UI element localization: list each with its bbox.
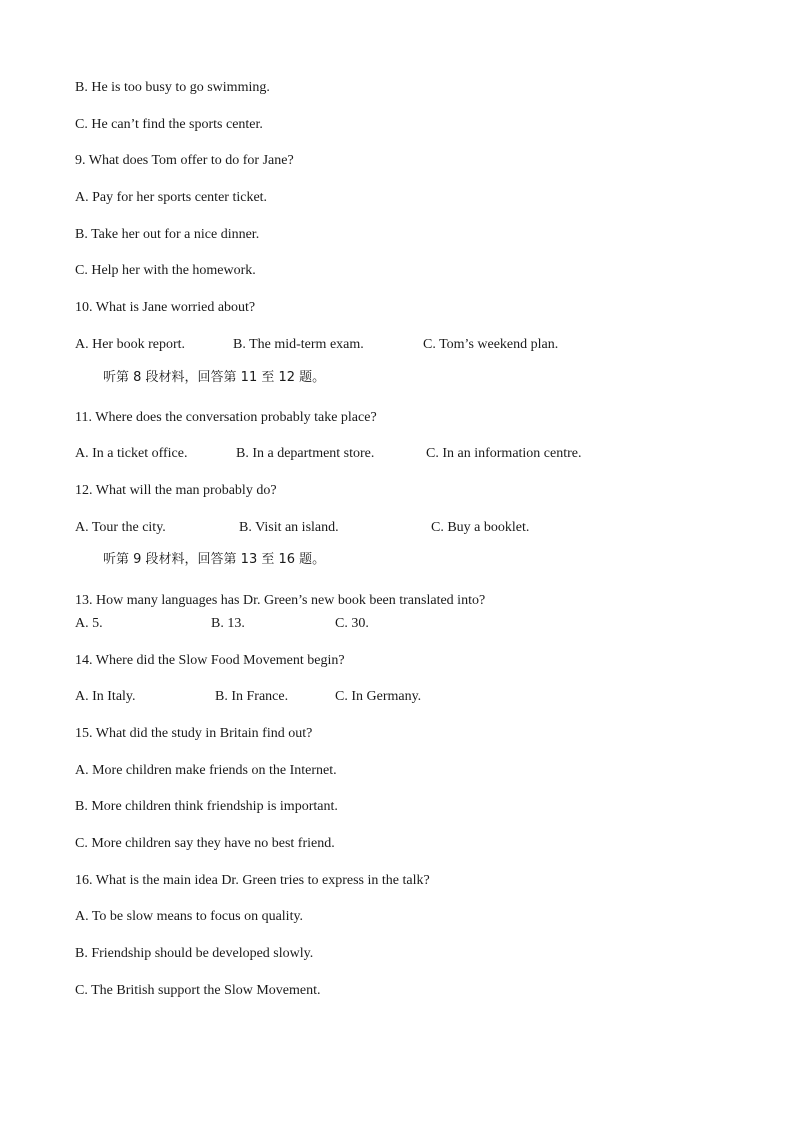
option-12c: C. Buy a booklet. [431,520,530,535]
option-10a: A. Her book report. [75,337,186,352]
option-13a: A. 5. [75,616,103,631]
option-9a: A. Pay for her sports center ticket. [75,190,268,205]
option-9c: C. Help her with the homework. [75,263,256,278]
question-14: 14. Where did the Slow Food Movement begin? [75,653,345,668]
section-8-instruction: 听第 8 段材料，回答第 11 至 12 题。 [103,370,326,385]
option-12b: B. Visit an island. [239,520,339,535]
option-11c: C. In an information centre. [426,446,582,461]
option-16a: A. To be slow means to focus on quality. [75,909,304,924]
question-12: 12. What will the man probably do? [75,483,277,498]
option-13b: B. 13. [211,616,245,631]
option-8b: B. He is too busy to go swimming. [75,80,270,95]
option-15a: A. More children make friends on the Internet. [75,763,337,778]
option-11a: A. In a ticket office. [75,446,188,461]
option-14c: C. In Germany. [335,689,422,704]
option-9b: B. Take her out for a nice dinner. [75,227,260,242]
question-11: 11. Where does the conversation probably take place? [75,410,377,425]
option-11b: B. In a department store. [236,446,375,461]
question-15: 15. What did the study in Britain find out? [75,726,313,741]
question-13: 13. How many languages has Dr. Green’s new book been translated into? [75,593,486,608]
option-10b: B. The mid-term exam. [233,337,364,352]
option-15b: B. More children think friendship is important. [75,799,338,814]
option-16c: C. The British support the Slow Movement. [75,983,321,998]
option-12a: A. Tour the city. [75,520,166,535]
option-13c: C. 30. [335,616,369,631]
option-15c: C. More children say they have no best friend. [75,836,335,851]
option-14b: B. In France. [215,689,289,704]
option-16b: B. Friendship should be developed slowly. [75,946,314,961]
option-14a: A. In Italy. [75,689,136,704]
section-9-instruction: 听第 9 段材料，回答第 13 至 16 题。 [103,552,326,567]
question-10: 10. What is Jane worried about? [75,300,256,315]
question-16: 16. What is the main idea Dr. Green tries to express in the talk? [75,873,430,888]
question-9: 9. What does Tom offer to do for Jane? [75,153,294,168]
option-10c: C. Tom’s weekend plan. [423,337,559,352]
option-8c: C. He can’t find the sports center. [75,117,263,132]
